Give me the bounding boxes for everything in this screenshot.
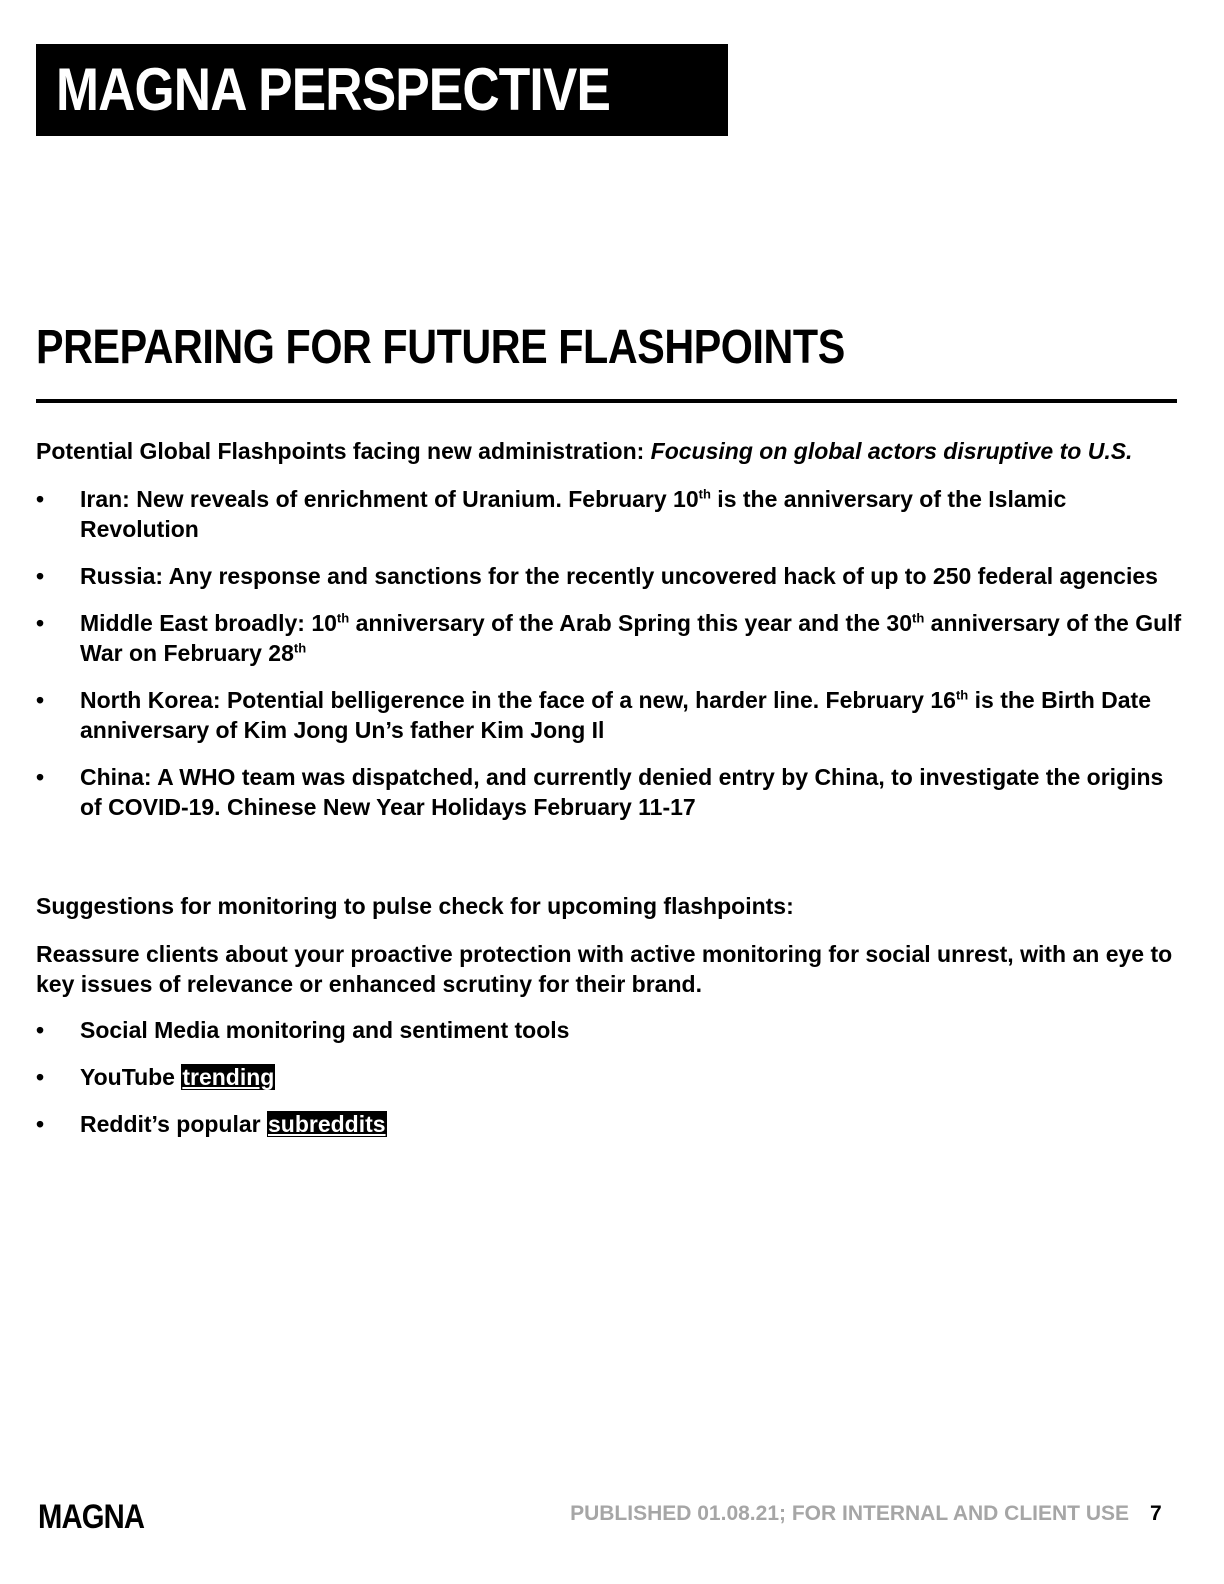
flashpoint-text: anniversary of the Arab Spring this year and the 30	[349, 610, 913, 636]
intro-emphasis: Focusing on global actors disruptive to U.S.	[650, 438, 1133, 464]
list-item-youtube	[36, 1062, 1186, 1092]
magna-logo: MAGNA	[38, 1498, 145, 1536]
list-item-russia	[36, 561, 1186, 591]
ordinal-suffix: th	[912, 610, 925, 626]
footer-published: PUBLISHED 01.08.21; FOR INTERNAL AND CLIENT USE	[570, 1502, 1129, 1525]
main-content	[36, 436, 1186, 1156]
list-item-reddit	[36, 1109, 1186, 1139]
reddit-subreddits-link[interactable]: subreddits	[268, 1111, 386, 1137]
header-title: MAGNA PERSPECTIVE	[56, 56, 611, 123]
bullet: •	[36, 764, 45, 790]
bullet: •	[36, 1064, 45, 1090]
flashpoint-text: anniversary of the Gulf War on	[80, 610, 1182, 666]
bullet: •	[36, 563, 45, 589]
bullet: •	[36, 1017, 45, 1043]
youtube-trending-link[interactable]: trending	[182, 1064, 275, 1090]
flashpoint-text: Russia: Any response and sanctions for the recently uncovered hack of up to 250 federal agencies	[80, 563, 1158, 589]
flashpoint-date: February 16	[825, 687, 956, 713]
flashpoint-date: February 10	[568, 486, 699, 512]
bullet: •	[36, 1111, 45, 1137]
intro-lead: Potential Global Flashpoints facing new administration:	[36, 438, 651, 464]
suggestion-text: YouTube	[80, 1064, 182, 1090]
header-band	[36, 44, 728, 136]
list-item-iran	[36, 484, 1186, 544]
suggestions-heading: Suggestions for monitoring to pulse check for upcoming flashpoints:	[36, 893, 794, 919]
suggestion-text: Reddit’s popular	[80, 1111, 267, 1137]
flashpoint-date: February 28	[163, 640, 294, 666]
flashpoint-text: is the anniversary of the Islamic Revolution	[80, 486, 1067, 542]
bullet: •	[36, 687, 45, 713]
suggestions-body: Reassure clients about your proactive protection with active monitoring for social unrest, with an eye to key issues of relevance or enhanced scrutiny for their brand.	[36, 941, 1173, 997]
intro-paragraph	[36, 436, 1186, 466]
flashpoint-text: China: A WHO team was dispatched, and currently denied entry by China, to investigate the origins of COVID-19. Chinese New Year Holidays February 11-17	[80, 764, 1164, 820]
list-item-north-korea	[36, 685, 1186, 745]
list-item-social-media	[36, 1015, 1186, 1045]
ordinal-suffix: th	[955, 687, 969, 703]
ordinal-suffix: th	[336, 610, 350, 626]
spacer	[36, 839, 1186, 891]
page-number: 7	[1150, 1502, 1162, 1525]
flashpoint-text: Middle East broadly: 10	[80, 610, 337, 636]
list-item-china	[36, 762, 1186, 822]
flashpoint-list	[36, 484, 1186, 822]
suggestion-text: Social Media monitoring and sentiment tools	[80, 1017, 570, 1043]
bullet: •	[36, 610, 45, 636]
ordinal-suffix: th	[698, 486, 711, 502]
suggestions-list	[36, 1015, 1186, 1139]
section-title: PREPARING FOR FUTURE FLASHPOINTS	[36, 321, 845, 374]
title-divider	[36, 399, 1177, 403]
flashpoint-text: is the Birth Date anniversary of Kim Jong Un’s father Kim Jong Il	[80, 687, 1151, 743]
list-item-middle-east	[36, 608, 1186, 668]
bullet: •	[36, 486, 45, 512]
flashpoint-text: North Korea: Potential belligerence in the face of a new, harder line.	[80, 687, 826, 713]
ordinal-suffix: th	[293, 640, 307, 656]
flashpoint-text: Iran: New reveals of enrichment of Uranium.	[80, 486, 569, 512]
